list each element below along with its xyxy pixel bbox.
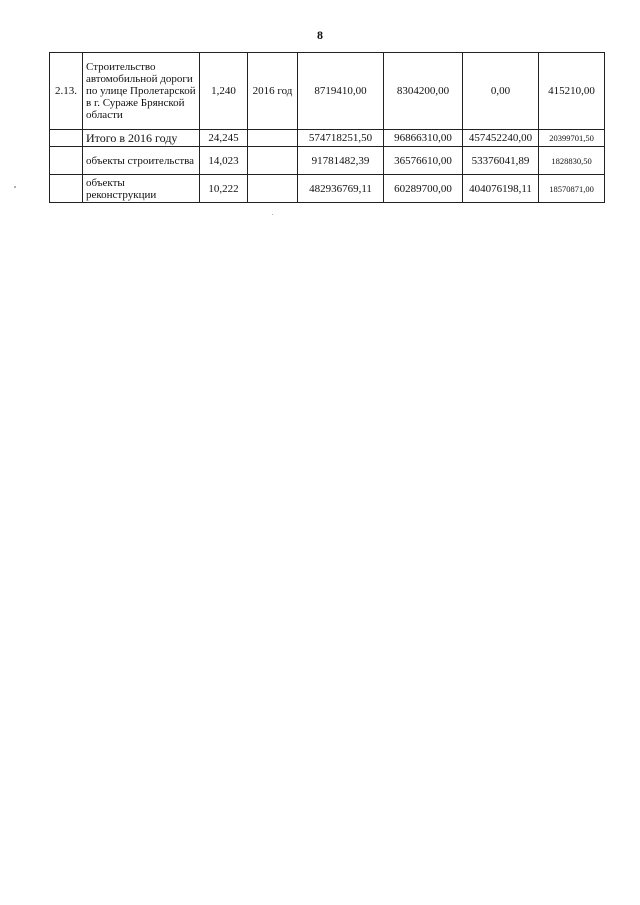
amount-col-1: 36576610,00 xyxy=(384,147,463,175)
total-amount: 91781482,39 xyxy=(298,147,384,175)
scan-artifact xyxy=(14,186,16,188)
object-name-text: объекты реконструкции xyxy=(86,176,157,201)
row-number xyxy=(50,130,83,147)
length-km: 10,222 xyxy=(200,175,248,203)
amount-col-1: 60289700,00 xyxy=(384,175,463,203)
scan-artifact xyxy=(272,214,273,215)
amount-col-2: 457452240,00 xyxy=(463,130,539,147)
row-number xyxy=(50,175,83,203)
total-amount: 8719410,00 xyxy=(298,53,384,130)
budget-table xyxy=(49,52,605,203)
object-name xyxy=(83,175,200,203)
object-name xyxy=(83,147,200,175)
year-cell xyxy=(248,147,298,175)
page-number: 8 xyxy=(317,28,323,42)
object-name xyxy=(83,53,200,130)
table-row xyxy=(50,147,605,175)
object-name-text: Строительство автомобильной дороги по улице Пролетарской в г. Сураже Брянской области xyxy=(86,61,196,121)
total-amount: 574718251,50 xyxy=(298,130,384,147)
amount-col-3: 20399701,50 xyxy=(539,130,605,147)
year-cell: 2016 год xyxy=(248,53,298,130)
length-km: 1,240 xyxy=(200,53,248,130)
total-amount: 482936769,11 xyxy=(298,175,384,203)
table-row-total xyxy=(50,130,605,147)
object-name-text: объекты строительства xyxy=(86,154,195,167)
amount-col-2: 53376041,89 xyxy=(463,147,539,175)
length-km: 24,245 xyxy=(200,130,248,147)
row-number xyxy=(50,147,83,175)
amount-col-1: 96866310,00 xyxy=(384,130,463,147)
table-row xyxy=(50,53,605,130)
amount-col-2: 404076198,11 xyxy=(463,175,539,203)
length-km: 14,023 xyxy=(200,147,248,175)
amount-col-1: 8304200,00 xyxy=(384,53,463,130)
amount-col-2: 0,00 xyxy=(463,53,539,130)
table-row xyxy=(50,175,605,203)
row-number: 2.13. xyxy=(50,53,83,130)
year-cell xyxy=(248,175,298,203)
object-name-text: Итого в 2016 году xyxy=(86,130,178,145)
amount-col-3: 18570871,00 xyxy=(539,175,605,203)
year-cell xyxy=(248,130,298,147)
amount-col-3: 1828830,50 xyxy=(539,147,605,175)
amount-col-3: 415210,00 xyxy=(539,53,605,130)
object-name xyxy=(83,130,200,147)
